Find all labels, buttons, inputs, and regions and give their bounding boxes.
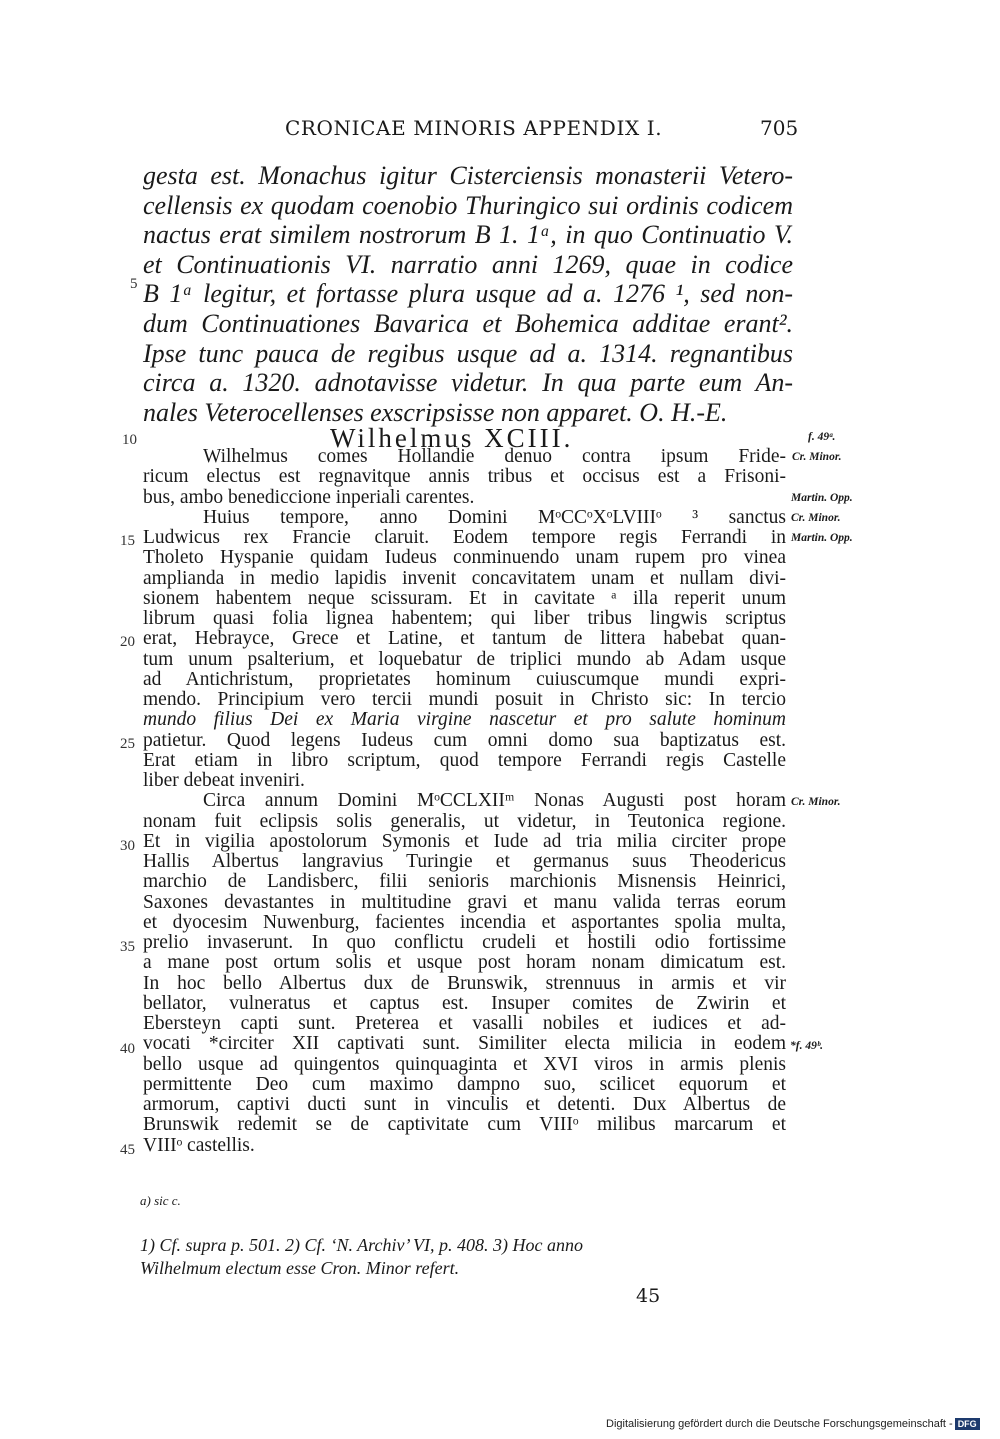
text-line: Ludwicus rex Francie claruit. Eodem tempore regis Ferrandi in <box>143 527 786 548</box>
text-line: Circa annum Domini MᵒCCLXIIᵐ Nonas Augusti post horam <box>203 790 786 812</box>
margin-source-note: Cr. Minor. <box>791 512 841 524</box>
text-line: vocati *circiter XII captivati sunt. Similiter electa milicia in eodem <box>143 1033 786 1055</box>
text-line: permittente Deo cum maximo dampno suo, scilicet equorum et <box>143 1073 786 1095</box>
line-number: 15 <box>120 533 135 549</box>
text-line: ad Antichristum, proprietates hominum cuiuscumque mundi expri- <box>143 668 786 690</box>
text-line: nonam fuit eclipsis solis generalis, ut videtur, in Teutonica regione. <box>143 810 786 832</box>
line-number: 25 <box>120 736 135 752</box>
text-line: Tholeto Hyspanie quidam Iudeus conminuendo unam rupem pro vinea <box>143 547 786 569</box>
text-line: bus, ambo benediccione inperiali carentes. <box>143 486 475 508</box>
intro-line: B 1ᵃ legitur, et fortasse plura usque ad a. 1276 ¹, sed non- <box>143 279 793 309</box>
margin-source-note: Cr. Minor. <box>792 451 842 463</box>
running-title: CRONICAE MINORIS APPENDIX I. <box>285 116 663 140</box>
text-line: tum unum psalterium, et loquebatur de triplici mundo ab Adam usque <box>143 648 786 670</box>
intro-line: dum Continuationes Bavarica et Bohemica additae erant². <box>143 308 793 338</box>
text-line: Huius tempore, anno Domini MᵒCCᵒXᵒLVIIIᵒ ³ sanctus <box>203 506 786 528</box>
text-line: armorum, captivi ducti sunt in vinculis et detenti. Dux Albertus de <box>143 1094 786 1115</box>
section-title: Wilhelmus XCIII. <box>330 423 574 453</box>
intro-line: nactus erat similem nostrorum B 1. 1ᵃ, in quo Continuatio V. <box>143 220 793 250</box>
intro-paragraph <box>143 161 793 427</box>
text-line: Ebersteyn capti sunt. Preterea et vasalli nobiles et iudices et ad- <box>143 1013 786 1034</box>
line-number: 10 <box>122 432 137 448</box>
text-line: amplianda in medio lapidis invenit concavitatem unam et nullam divi- <box>143 567 786 589</box>
margin-folio-note: f. 49ᵃ. <box>808 431 836 443</box>
text-line: marchio de Landisberc, filii senioris marchionis Misnensis Heinrici, <box>143 871 786 893</box>
line-number: 35 <box>120 939 135 955</box>
intro-line: nales Veterocellenses exscripsisse non apparet. O. H.-E. <box>143 397 728 427</box>
margin-source-note: Cr. Minor. <box>791 796 841 808</box>
text-line: Wilhelmus comes Hollandie denuo contra ipsum Fride- <box>203 446 786 467</box>
line-number: 45 <box>120 1142 135 1158</box>
text-line: a mane post ortum solis et usque post horam nonam dimicatum est. <box>143 952 786 974</box>
text-line: bello usque ad quingentos quinquaginta et XVI viros in armis plenis <box>143 1053 786 1075</box>
line-number: 30 <box>120 838 135 854</box>
footnotes <box>140 1234 790 1280</box>
main-text <box>143 447 786 1156</box>
intro-line: et Continuationis VI. narratio anni 1269, quae in codice <box>143 249 793 279</box>
intro-line: gesta est. Monachus igitur Cisterciensis monasterii Vetero- <box>143 161 793 190</box>
credit-text: Digitalisierung gefördert durch die Deutsche Forschungsgemeinschaft - <box>606 1418 953 1430</box>
text-line: et dyocesim Nuwenburg, facientes incendia et asportantes spolia multa, <box>143 911 786 933</box>
line-number: 20 <box>120 634 135 650</box>
text-line: Saxones devastantes in multitudine gravi et manu valida terras eorum <box>143 891 786 913</box>
text-line: mundo filius Dei ex Maria virgine nascetur et pro salute hominum <box>143 709 786 731</box>
text-line: ricum electus est regnavitque annis tribus et occisus est a Frisoni- <box>143 466 786 488</box>
text-line: erat, Hebrayce, Grece et Latine, et tantum de littera habebat quan- <box>143 628 786 650</box>
dfg-logo: DFG <box>955 1418 980 1430</box>
intro-line: cellensis ex quodam coenobio Thuringico sui ordinis codicem <box>143 190 793 220</box>
footnote-line: 1) Cf. supra p. 501. 2) Cf. ‘N. Archiv’ VI, p. 408. 3) Hoc anno <box>140 1235 583 1255</box>
text-line: VIIIᵒ castellis. <box>143 1134 255 1156</box>
text-line: patietur. Quod legens Iudeus cum omni domo sua baptizatus est. <box>143 729 786 751</box>
text-line: prelio invaserunt. In quo conflictu crudeli et hostili odio fortissime <box>143 932 786 953</box>
text-line: Brunswik redemit se de captivitate cum VIIIᵒ milibus marcarum et <box>143 1114 786 1136</box>
line-number: 5 <box>130 276 138 292</box>
text-line: In hoc bello Albertus dux de Brunswik, strennuus in armis et vir <box>143 972 786 994</box>
margin-folio-note: *f. 49ᵇ. <box>790 1040 824 1052</box>
text-line: Erat etiam in libro scriptum, quod tempore Ferrandi regis Castelle <box>143 749 786 771</box>
text-line: sionem habentem neque scissuram. Et in cavitate ᵃ illa reperit unum <box>143 587 786 609</box>
signature-mark: 45 <box>636 1285 661 1307</box>
margin-source-note: Martin. Opp. <box>791 532 853 544</box>
margin-source-note: Martin. Opp. <box>791 492 853 504</box>
text-line: Hallis Albertus langravius Turingie et germanus suus Theodericus <box>143 851 786 872</box>
text-line: Et in vigilia apostolorum Symonis et Iude ad tria milia circiter prope <box>143 830 786 852</box>
text-line: liber debeat inveniri. <box>143 770 305 791</box>
text-line: librum quasi folia lignea habentem; qui liber tribus lingwis scriptus <box>143 608 786 629</box>
text-line: mendo. Principium vero tercii mundi posuit in Christo sic: In tercio <box>143 689 786 710</box>
footnote-line: Wilhelmum electum esse Cron. Minor refert. <box>140 1258 460 1278</box>
intro-line: Ipse tunc pauca de regibus usque ad a. 1314. regnantibus <box>143 338 793 368</box>
line-number: 40 <box>120 1041 135 1057</box>
intro-line: circa a. 1320. adnotavisse videtur. In qua parte eum An- <box>143 368 793 398</box>
page-number: 705 <box>760 116 799 140</box>
digitization-credit <box>606 1418 980 1430</box>
textual-footnote: a) sic c. <box>140 1193 181 1208</box>
text-line: bellator, vulneratus et captus est. Insuper comites de Zwirin et <box>143 992 786 1014</box>
